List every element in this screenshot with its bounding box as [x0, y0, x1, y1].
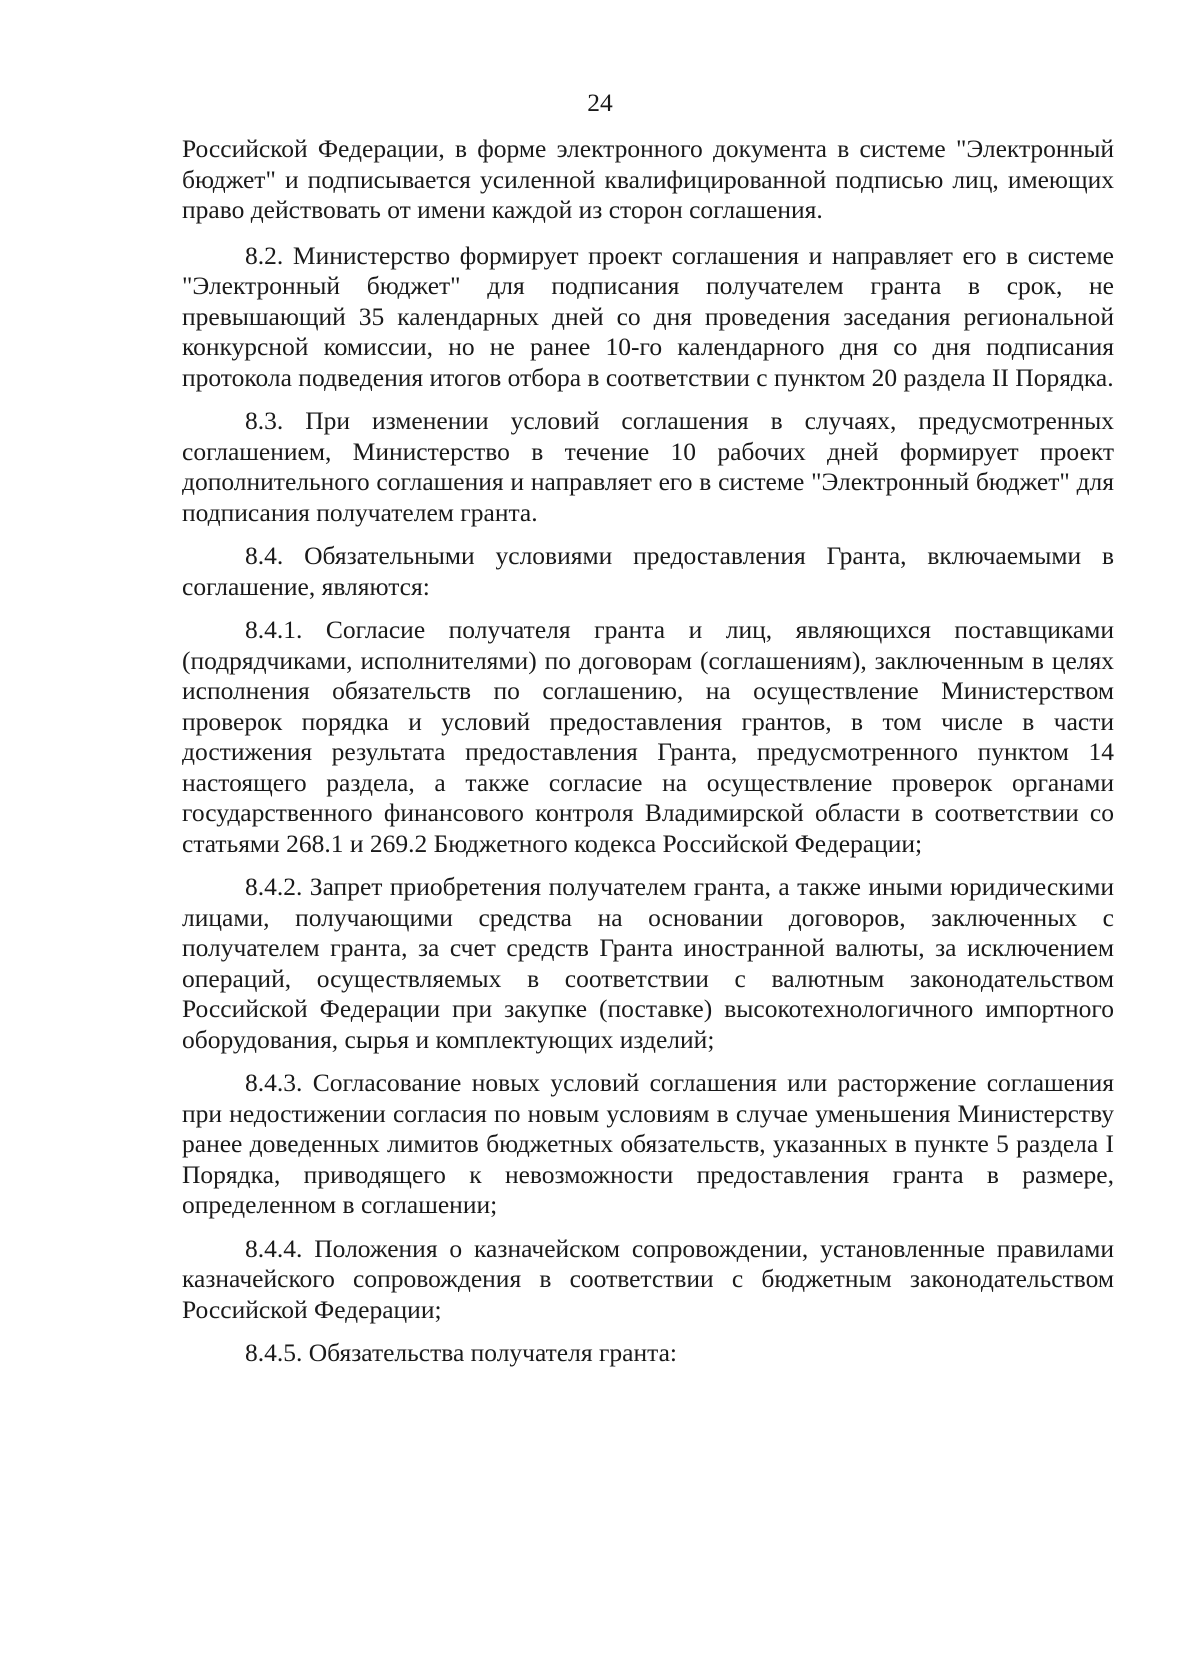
paragraph-continuation: Российской Федерации, в форме электронного документа в системе "Электронный бюджет" и подписывается усиленной квалифицированной подписью лиц, имеющих право действовать от имени каждой из сторон соглашения.: [182, 134, 1114, 224]
document-body: [182, 134, 1114, 1382]
paragraph-8-4-3: 8.4.3. Согласование новых условий соглашения или расторжение соглашения при недостижении согласия по новым условиям в случае уменьшения Министерству ранее доведенных лимитов бюджетных обязательств, указанных в пункте 5 раздела I Порядка, приводящего к невозможности предоставления гранта в размере, определенном в соглашении;: [182, 1068, 1114, 1219]
paragraph-8-3: 8.3. При изменении условий соглашения в случаях, предусмотренных соглашением, Министерство в течение 10 рабочих дней формирует проект дополнительного соглашения и направляет его в системе "Электронный бюджет" для подписания получателем гранта.: [182, 406, 1114, 527]
paragraph-8-4: 8.4. Обязательными условиями предоставления Гранта, включаемыми в соглашение, являются:: [182, 541, 1114, 601]
paragraph-8-4-2: 8.4.2. Запрет приобретения получателем гранта, а также иными юридическими лицами, получающими средства на основании договоров, заключенных с получателем гранта, за счет средств Гранта иностранной валюты, за исключением операций, осуществляемых в соответствии с валютным законодательством Российской Федерации при закупке (поставке) высокотехнологичного импортного оборудования, сырья и комплектующих изделий;: [182, 872, 1114, 1054]
paragraph-8-4-4: 8.4.4. Положения о казначейском сопровождении, установленные правилами казначейского сопровождения в соответствии с бюджетным законодательством Российской Федерации;: [182, 1233, 1114, 1324]
page-number: 24: [587, 88, 613, 117]
paragraph-8-4-1: 8.4.1. Согласие получателя гранта и лиц, являющихся поставщиками (подрядчиками, исполнителями) по договорам (соглашениям), заключенным в целях исполнения обязательств по соглашению, на осуществление Министерством проверок порядка и условий предоставления грантов, в том числе в части достижения результата предоставления Гранта, предусмотренного пунктом 14 настоящего раздела, а также согласие на осуществление проверок органами государственного финансового контроля Владимирской области в соответствии со статьями 268.1 и 269.2 Бюджетного кодекса Российской Федерации;: [182, 615, 1114, 858]
paragraph-8-2: 8.2. Министерство формирует проект соглашения и направляет его в системе "Электронный бюджет" для подписания получателем гранта в срок, не превышающий 35 календарных дней со дня проведения заседания региональной конкурсной комиссии, но не ранее 10-го календарного дня со дня подписания протокола подведения итогов отбора в соответствии с пунктом 20 раздела II Порядка.: [182, 240, 1114, 392]
paragraph-8-4-5: 8.4.5. Обязательства получателя гранта:: [245, 1338, 677, 1367]
